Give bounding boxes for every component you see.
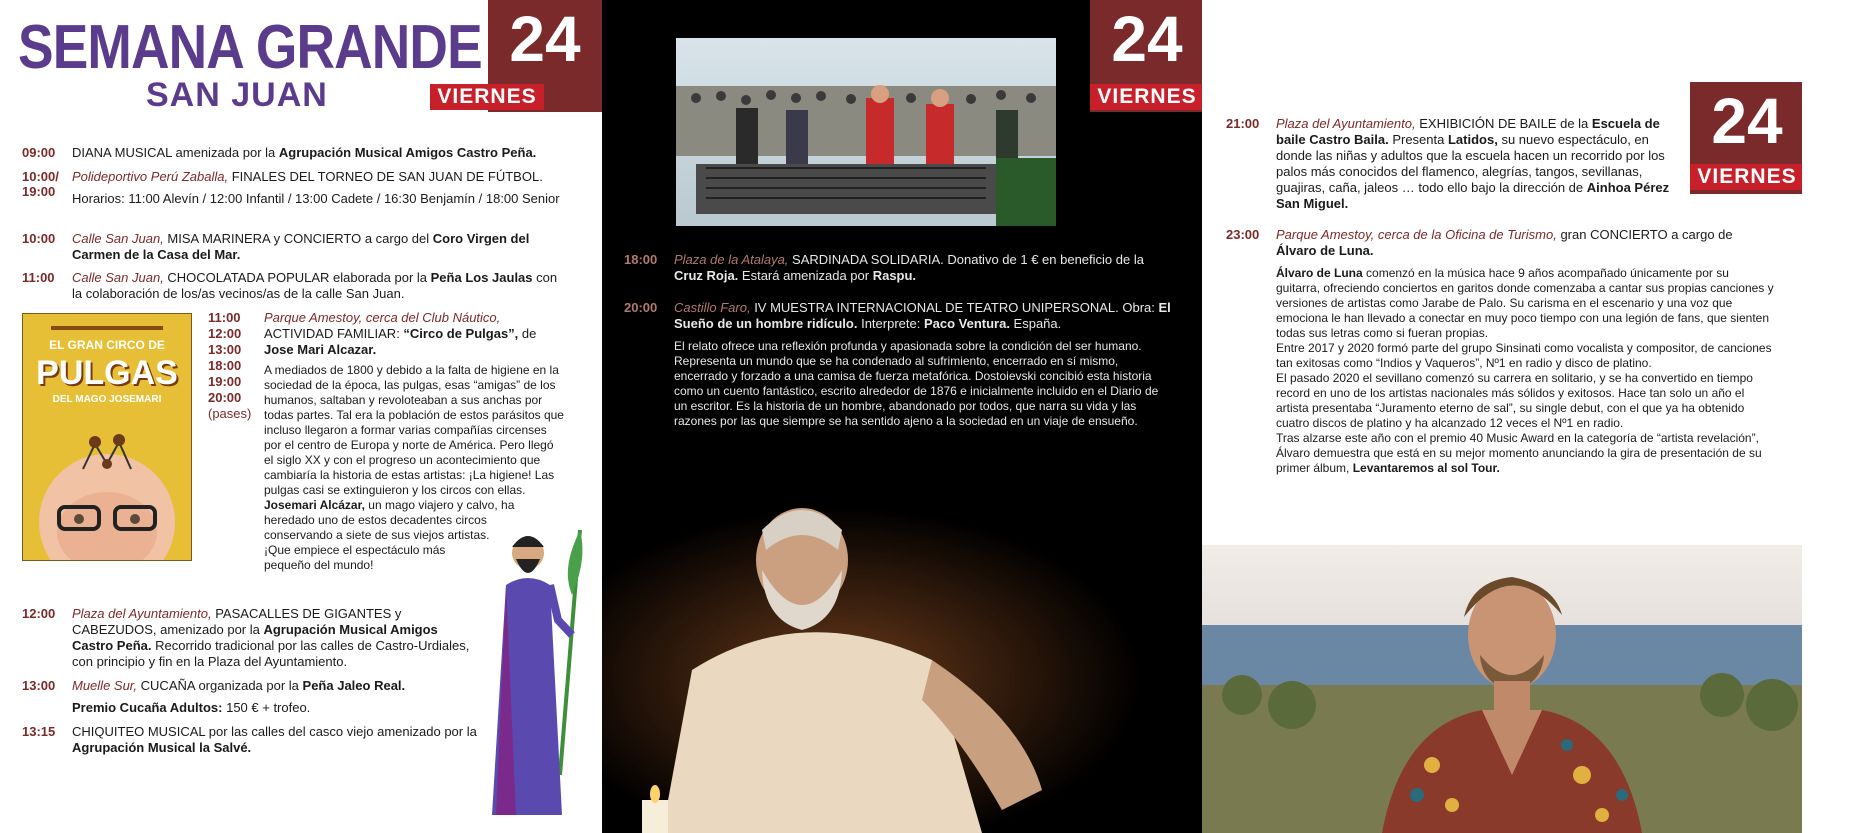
circo-time: 13:00 [208,342,242,357]
event-text-tail: con la colaboración de los/as vecinos/as de la calle San Juan. [72,270,558,301]
circo-time: (pases) [208,406,252,421]
circo-poster [22,313,192,561]
event-location: Polideportivo Perú Zaballa, [72,169,229,184]
poster-line-3: DEL MAGO JOSEMARI [52,394,162,405]
event-location: Parque Amestoy, cerca del Club Náutico, [264,310,501,325]
circo-time: 11:00 [208,310,241,325]
event-text: SARDINADA SOLIDARIA. Donativo de 1 € en beneficio de la [788,252,1144,267]
event-time: 12:00 [22,606,56,621]
bio-paragraph-1: comenzó en la música hace 9 años acompañado únicamente por su guitarra, ofreciendo conciertos en garitos donde comenzaba a cantar sus propias canciones y versiones de artistas como Jarabe de Palo. Su carisma en el escenario y una voz que emociona le han llevado a conectar en muy poco tiempo con una legión de fans, que sienten todas sus letras como si fueran propias. [1276,266,1774,340]
event-text: IV MUESTRA INTERNACIONAL DE TEATRO UNIPERSONAL. Obra: [750,300,1159,315]
page-1 [0,0,602,833]
day-number: 24 [1111,3,1183,75]
page-title: SEMANA GRANDE [18,13,482,82]
event-text: EXHIBICIÓN DE BAILE de la [1415,116,1592,131]
event-bold: Cruz Roja. [674,268,739,283]
page-subtitle: SAN JUAN [146,76,328,114]
page-margin [1802,0,1862,833]
event-time: 13:00 [22,678,56,693]
singer-photo [1202,545,1802,833]
event-time: 20:00 [624,300,658,315]
event-bold: Agrupación Musical Amigos Castro Peña. [72,622,438,653]
event-location: Parque Amestoy, cerca de la Oficina de Turismo, [1276,227,1557,242]
actor-photo [602,490,1202,833]
event-location: Plaza de la Atalaya, [674,252,789,267]
circo-desc-3: ¡Que empiece el espectáculo más pequeño del mundo! [264,543,446,572]
event-bold-2: Latidos, [1447,132,1498,147]
event-location: Muelle Sur, [72,678,138,693]
event-bold: “Circo de Pulgas”, [403,326,519,341]
event-text: CHOCOLATADA POPULAR elaborada por la [163,270,431,285]
event-bold: Álvaro de Luna. [1276,243,1374,258]
poster-line-2: PULGAS [36,354,178,392]
circo-time: 19:00 [208,374,242,389]
event-text-tail-2: España. [1009,316,1062,331]
event-time: 13:15 [22,724,56,739]
event-time: 23:00 [1226,227,1260,242]
event-bold-2: Paco Ventura. [923,316,1010,331]
bio-paragraph-2: Entre 2017 y 2020 formó parte del grupo Sinsinati como vocalista y compositor, de canciones tan exitosas como “Indios y Vaqueros”, Nº1 en radio y disco de platino. [1276,341,1772,370]
event-text-tail-2: su nuevo espectáculo, en donde las niñas y adultos que la escuela hacen un recorrido por los palos más conocidos del flamenco, alegrías, tangos, sevillanas, guajiras, caña, jaleos … todo ello bajo la dirección de [1276,132,1665,195]
event-bold: Coro Virgen del Carmen de la Casa del Mar. [72,231,530,262]
circo-time-list [208,310,268,422]
event-schedule: Horarios: 11:00 Alevín / 12:00 Infantil / 13:00 Cadete / 16:30 Benjamín / 18:00 Senior [72,191,560,206]
event-time: 18:00 [624,252,658,267]
event-bold-3: Ainhoa Pérez San Miguel. [1276,180,1670,211]
event-text-tail: Estará amenizada por [738,268,873,283]
event-bold: El Sueño de un hombre ridículo. [674,300,1171,331]
day-name: VIERNES [1090,84,1202,110]
event-bold-2: Raspu. [872,268,917,283]
event-1000-futbol [22,169,582,225]
event-description: El relato ofrece una reflexión profunda y apasionada sobre la condición del ser humano. Representa un mundo que se ha condenado al sufrimiento, encerrado en sí mismo, encerrado y forzado a una camisa de fuerza metafórica. Dostoievski concibió esta historia como un cuento fantástico, escrito alrededor de 1876 e inicialmente incluido en el Diario de un escritor. Es la historia de un hombre, abandonado por todos, que narra su vida y las razones por las que siempre se ha sentido ajeno a la sociedad en un viaje de ensueño. [674,339,1159,428]
day-number: 24 [1711,85,1783,157]
bio-paragraph-4: Tras alzarse este año con el premio 40 Music Award en la categoría de “artista revelación”, Álvaro demuestra que está en su mejor momento anunciando la gira de presentación de su primer álbum, [1276,431,1762,475]
sardinada-photo [676,38,1056,226]
circo-description: A mediados de 1800 y debido a la falta de higiene en la sociedad de la época, las pulgas, esas “amigas” de los humanos, saltaban y revoloteaban a sus anchas por todas partes. Tal era la población de estos parásitos que incluso llegaron a formar varias compañías circenses por el centro de Europa y norte de América. Pero llegó el siglo XX y con el progreso un acontecimiento que cambiaría la historia de estas artistas: ¡La higiene! Las pulgas casi se extinguieron y los circos con ellas. [264,363,564,497]
event-time: 10:00/ 19:00 [22,169,59,199]
event-text: gran CONCIERTO a cargo de [1556,227,1733,242]
event-time: 10:00 [22,231,56,246]
event-time: 11:00 [22,270,55,285]
day-number: 24 [509,3,581,75]
event-time: 21:00 [1226,116,1260,131]
event-location: Plaza del Ayuntamiento, [72,606,212,621]
giant-figure-illustration [488,525,588,825]
event-bold: Peña Los Jaulas [430,270,533,285]
event-text-tail: Presenta [1388,132,1448,147]
event-bold: Agrupación Musical Amigos Castro Peña. [278,145,537,160]
circo-time: 20:00 [208,390,242,405]
event-text-tail: Interprete: [857,316,924,331]
event-author: Jose Mari Alcazar. [264,342,377,357]
event-location: Calle San Juan, [72,270,164,285]
event-bold: Peña Jaleo Real. [302,678,406,693]
event-location: Castillo Faro, [674,300,751,315]
bio-name: Álvaro de Luna [1276,266,1363,280]
page-2 [602,0,1202,833]
event-text: FINALES DEL TORNEO DE SAN JUAN DE FÚTBOL. [228,169,543,184]
event-text: DIANA MUSICAL amenizada por la [72,145,279,160]
circo-desc-2: un mago viajero y calvo, ha heredado uno de estos decadentes circos conservando a siete de sus viejos artistas. [264,498,515,542]
day-name: VIERNES [430,84,544,110]
event-prize-label: Premio Cucaña Adultos: [72,700,223,715]
event-text-tail: Recorrido tradicional por las calles de Castro-Urdiales, con principio y fin en la Plaza del Ayuntamiento. [72,638,470,669]
event-prize: 150 € + trofeo. [222,700,311,715]
circo-desc-bold: Josemari Alcázar, [264,498,365,512]
circo-times [208,310,268,422]
event-text: PASACALLES DE GIGANTES y CABEZUDOS, amenizado por la [72,606,402,637]
page-3 [1202,0,1802,833]
event-text-tail: de [518,326,537,341]
event-time: 09:00 [22,145,56,160]
circo-time: 12:00 [208,326,242,341]
event-location: Plaza del Ayuntamiento, [1276,116,1416,131]
event-location: Calle San Juan, [72,231,164,246]
circo-time: 18:00 [208,358,242,373]
event-text: CUCAÑA organizada por la [137,678,303,693]
bio-tour: Levantaremos al sol Tour. [1352,461,1500,475]
event-text: CHIQUITEO MUSICAL por las calles del casco viejo amenizado por la [72,724,477,739]
day-name: VIERNES [1690,164,1802,190]
event-text: ACTIVIDAD FAMILIAR: [264,326,404,341]
event-bold: Agrupación Musical la Salvé. [72,740,252,755]
poster-line-1: EL GRAN CIRCO DE [49,338,165,352]
event-bold: Escuela de baile Castro Baila. [1276,116,1660,147]
bio-paragraph-3: El pasado 2020 el sevillano comenzó su carrera en solitario, y se ha convertido en tiempo record en uno de los artistas nacionales más sólidos y exitosos. Hace tan solo un año el artista presentaba “Juramento eterno de sal”, su single debut, con el que ya ha obtenido cuatro discos de platino y ha alcanzado 12 veces el Nº1 en radio. [1276,371,1753,430]
event-text: MISA MARINERA y CONCIERTO a cargo del [163,231,433,246]
